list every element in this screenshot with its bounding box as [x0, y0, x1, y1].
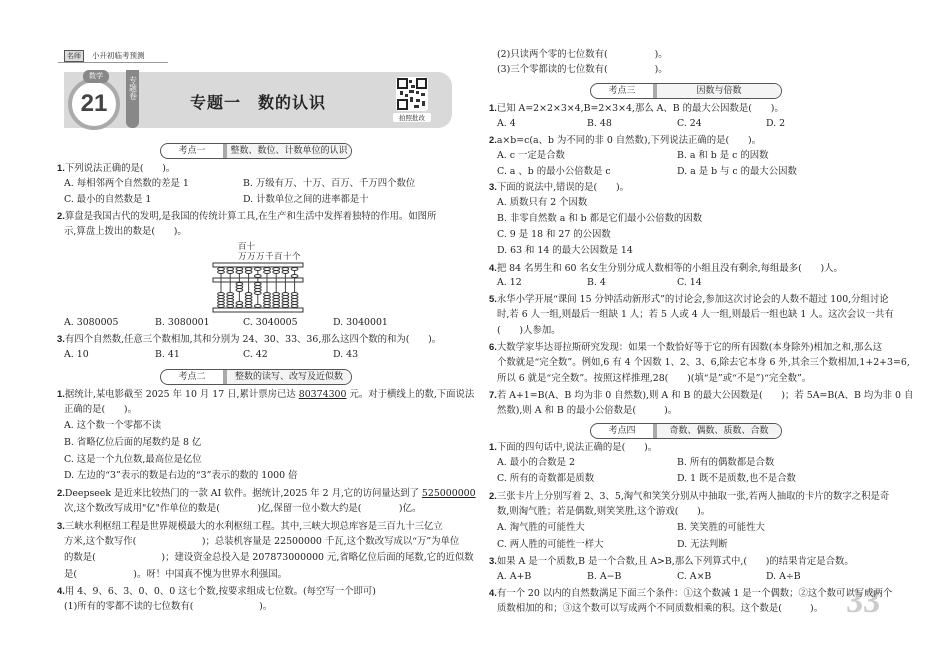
page-number: 33 — [846, 583, 880, 620]
abacus-bead — [264, 305, 271, 308]
abacus-bead — [245, 271, 252, 274]
abacus-bead — [273, 268, 280, 271]
question-text: 3.有四个自然数,任意三个数相加,其和分别为 24、30、33、36,那么这四个数的和为( )。 — [57, 333, 442, 345]
option-c[interactable]: C. 最小的自然数是 1 — [64, 194, 152, 205]
question-text: 2.a×b=c(a、b 为不同的非 0 自然数),下列说法正确的是( )。 — [489, 134, 761, 146]
question-text: 时,若 6 人一组,则最后一组缺 1 人；若 5 人或 4 人一组,则最后一组也缺 1 人。这次会议一共有 — [497, 309, 894, 320]
question-text: 方米,这个数写作( )；总装机容量是 22500000 千瓦,这个数改写成以“万”为单位 — [64, 536, 460, 547]
abacus-bead — [245, 296, 252, 299]
question-part: (2)只读两个零的七位数有( )。 — [497, 49, 668, 60]
option-c[interactable]: C. 3040005 — [243, 317, 298, 328]
question-part: (1)所有的零都不读的七位数有( )。 — [64, 601, 273, 612]
abacus-label-bottom: 万万万千百十个 — [238, 252, 302, 262]
abacus-bead — [218, 268, 225, 271]
option-a[interactable]: A. 12 — [497, 277, 522, 288]
option-b[interactable]: B. 非零自然数 a 和 b 都是它们最小公倍数的因数 — [497, 213, 703, 224]
qr-code-icon[interactable] — [396, 77, 428, 111]
abacus-bead — [227, 293, 234, 296]
abacus-bead — [291, 293, 298, 296]
option-d[interactable]: D. a 是 b 与 c 的最大公因数 — [677, 166, 797, 177]
abacus-bead — [282, 305, 289, 308]
option-b[interactable]: B. a 和 b 是 c 的因数 — [677, 150, 769, 161]
question-text: 然数),则 A 和 B 的最小公倍数是( )。 — [497, 405, 678, 416]
abacus-bead — [218, 299, 225, 302]
abacus-bead — [245, 268, 252, 271]
option-a[interactable]: A. A+B — [497, 571, 532, 582]
option-a[interactable]: A. 质数只有 2 个因数 — [497, 197, 588, 208]
option-c[interactable]: C. 14 — [677, 277, 702, 288]
abacus-bead — [273, 305, 280, 308]
brand-logo: 名师 — [64, 50, 84, 62]
question-text: 是( )。呀！中国真不愧为世界水利强国。 — [64, 569, 287, 580]
option-b[interactable]: B. 4 — [587, 277, 606, 288]
abacus-bead — [236, 305, 243, 308]
option-a[interactable]: A. 4 — [497, 118, 516, 129]
question-text: 7.若 A+1=B(A、B 均为非 0 自然数),则 A 和 B 的最大公因数是( )；若 5A=B(A、B 均为非 0 自 — [489, 389, 914, 401]
question-text: 3.下面的说法中,错误的是( )。 — [489, 181, 629, 193]
option-a[interactable]: A. 最小的合数是 2 — [497, 457, 575, 468]
abacus-bead — [236, 283, 243, 286]
abacus-bead — [227, 296, 234, 299]
abacus-bead — [291, 268, 298, 271]
option-c[interactable]: C. 两人胜的可能性一样大 — [497, 539, 604, 550]
question-text: 1.已知 A=2×2×3×4,B=2×3×4,那么 A、B 的最大公因数是( )。 — [489, 102, 784, 114]
abacus-bead — [254, 268, 261, 271]
option-c[interactable]: C. 24 — [677, 118, 702, 129]
option-b[interactable]: B. 笑笑胜的可能性大 — [677, 522, 765, 533]
abacus-bead — [264, 293, 271, 296]
question-text: 示,算盘上拨出的数是( )。 — [64, 226, 187, 237]
question-text: 正确的是( )。 — [64, 404, 137, 415]
abacus-bead — [218, 293, 225, 296]
abacus-bead — [282, 293, 289, 296]
abacus-bead — [218, 271, 225, 274]
option-d[interactable]: D. 2 — [766, 118, 786, 129]
option-d[interactable]: D. A÷B — [766, 571, 801, 582]
question-text: 质数相加的和；③这个数可以写成两个不同质数相乘的积。这个数是( )。 — [497, 603, 824, 614]
abacus-bead — [236, 289, 243, 292]
abacus-bead — [273, 302, 280, 305]
option-c[interactable]: C. 所有的奇数都是质数 — [497, 473, 595, 484]
abacus-bead — [282, 296, 289, 299]
option-d[interactable]: D. 1 既不是质数,也不是合数 — [677, 473, 796, 484]
series-name: 小升初临考预测 — [92, 51, 145, 60]
option-a[interactable]: A. c 一定是合数 — [497, 150, 565, 161]
option-d[interactable]: D. 3040001 — [333, 317, 388, 328]
abacus-bead — [227, 268, 234, 271]
option-c[interactable]: C. a 、b 的最小公倍数是 c — [497, 166, 611, 177]
abacus-bead — [254, 275, 261, 278]
option-b[interactable]: B. A−B — [587, 571, 622, 582]
section-2-header: 考点二 整数的读写、改写及近似数 — [160, 369, 352, 385]
option-d[interactable]: D. 63 和 14 的最大公因数是 14 — [497, 245, 633, 256]
option-a[interactable]: A. 每相邻两个自然数的差是 1 — [64, 178, 189, 189]
subject-badge: 数学 — [83, 70, 109, 83]
abacus-bead — [227, 305, 234, 308]
option-d[interactable]: D. 43 — [333, 349, 359, 360]
question-text: 所以 6 就是“完全数”。按照这样推理,28( )(填“是”或“不是”)“完全数”。 — [497, 373, 812, 384]
question-text: 4.把 84 名男生和 60 名女生分别分成人数相等的小组且没有剩余,每组最多( )人。 — [489, 262, 843, 274]
abacus-bead — [291, 305, 298, 308]
abacus-bead — [264, 302, 271, 305]
option-d[interactable]: D. 计数单位之间的进率都是十 — [243, 194, 369, 205]
abacus-bead — [264, 271, 271, 274]
abacus-bead — [282, 271, 289, 274]
abacus-bead — [236, 286, 243, 289]
abacus-bead — [227, 302, 234, 305]
abacus-bead — [218, 305, 225, 308]
abacus-bead — [236, 271, 243, 274]
question-text: 的数是( )；建设资金总投入是 207873000000 元,省略亿位后面的尾数,它的近似数 — [64, 552, 474, 563]
option-b[interactable]: B. 所有的偶数都是合数 — [677, 457, 775, 468]
section-1-header: 考点一 整数、数位、计数单位的认识 — [160, 143, 352, 159]
question-part: (3)三个零都读的七位数有( )。 — [497, 64, 668, 75]
option-d[interactable]: D. 无法判断 — [677, 539, 728, 550]
abacus-label-top: 百十 — [238, 242, 256, 252]
option-c[interactable]: C. 9 是 18 和 27 的公因数 — [497, 229, 611, 240]
option-a[interactable]: A. 这个数一个零都不读 — [64, 420, 162, 431]
option-a[interactable]: A. 10 — [64, 349, 89, 360]
header-divider — [58, 62, 168, 63]
abacus-bead — [291, 302, 298, 305]
abacus-bead — [264, 268, 271, 271]
abacus-bead — [264, 296, 271, 299]
abacus-bead — [254, 305, 261, 308]
option-d[interactable]: D. 左边的“3”表示的数是右边的“3”表示的数的 1000 倍 — [64, 470, 298, 481]
abacus-bead — [291, 275, 298, 278]
question-text: 数,则淘气胜；若是偶数,则笑笑胜,这个游戏( )。 — [497, 506, 711, 517]
abacus-bead — [254, 292, 261, 295]
option-b[interactable]: B. 41 — [155, 349, 180, 360]
abacus-bead — [245, 293, 252, 296]
abacus-bead — [254, 283, 261, 286]
abacus-bead — [254, 286, 261, 289]
abacus-bead — [245, 299, 252, 302]
question-text: 2.算盘是我国古代的发明,是我国的传统计算工具,在生产和生活中发挥着独特的作用。如图所 — [57, 210, 437, 222]
abacus-bead — [282, 268, 289, 271]
question-text: 1.据统计,某电影截至 2025 年 10 月 17 日,累计票房已达 80374300 元。对于横线上的数,下面说法 — [57, 388, 475, 400]
question-text: 个数就是“完全数”。例如,6 有 4 个因数 1、2、3、6,除去它本身 6 外,其余三个数相加,1+2+3=6, — [497, 357, 910, 368]
abacus-bead — [227, 271, 234, 274]
question-text: 6.大数学家毕达哥拉斯研究发现：如果一个数恰好等于它的所有因数(本身除外)相加之和,那么这 — [489, 341, 883, 353]
question-text: 3.三峡水利枢纽工程是世界规模最大的水利枢纽工程。其中,三峡大坝总库容是三百九十三亿立 — [57, 520, 443, 532]
question-text: 5.永华小学开展“课间 15 分钟活动新形式”的讨论会,参加这次讨论会的人数不超过 100,分组讨论 — [489, 293, 889, 305]
abacus-bead — [282, 302, 289, 305]
section-3-header: 考点三 因数与倍数 — [590, 83, 782, 99]
abacus-bead — [254, 289, 261, 292]
question-text: 3.如果 A 是一个质数,B 是一个合数,且 A>B,那么下列算式中,( )的结果肯定是合数。 — [489, 555, 854, 567]
abacus-bead — [227, 299, 234, 302]
abacus-bead — [273, 296, 280, 299]
question-text: 4.有一个 20 以内的自然数满足下面三个条件：①这个数减 1 是一个偶数；②这个数可以写成两个 — [489, 587, 893, 599]
option-c[interactable]: C. A×B — [677, 571, 712, 582]
abacus-figure — [212, 262, 304, 314]
option-a[interactable]: A. 淘气胜的可能性大 — [497, 522, 585, 533]
page-title: 专题一 数的认识 — [190, 93, 327, 112]
abacus-bead — [273, 293, 280, 296]
section-4-header: 考点四 奇数、偶数、质数、合数 — [590, 423, 782, 439]
abacus-bead — [264, 299, 271, 302]
option-b[interactable]: B. 48 — [587, 118, 612, 129]
abacus-bead — [218, 302, 225, 305]
abacus-bead — [245, 302, 252, 305]
option-b[interactable]: B. 万级有万、十万、百万、千万四个数位 — [243, 178, 416, 189]
paper-number: 21 — [68, 78, 120, 130]
option-b[interactable]: B. 省略亿位后面的尾数约是 8 亿 — [64, 437, 202, 448]
option-c[interactable]: C. 这是一个九位数,最高位是亿位 — [64, 454, 202, 465]
abacus-bead — [218, 296, 225, 299]
paper-type-tab: 专题卷 — [126, 70, 139, 128]
abacus-bead — [236, 302, 243, 305]
abacus-bead — [291, 299, 298, 302]
abacus-bead — [245, 305, 252, 308]
question-text: 4.用 4、9、6、3、0、0、0 这七个数,按要求组成七位数。(每空写一个即可) — [57, 585, 376, 597]
abacus-bead — [291, 296, 298, 299]
option-b[interactable]: B. 3080001 — [155, 317, 210, 328]
abacus-bead — [282, 299, 289, 302]
abacus-bead — [273, 299, 280, 302]
question-text: ( )人参加。 — [497, 325, 561, 336]
question-text: 次,这个数改写成用"亿"作单位的数是( )亿,保留一位小数大约是( )亿。 — [64, 503, 422, 514]
option-a[interactable]: A. 3080005 — [64, 317, 119, 328]
question-text: 2.三张卡片上分别写着 2、3、5,淘气和笑笑分别从中抽取一张,若两人抽取的卡片的数字之积是奇 — [489, 490, 890, 502]
abacus-bead — [273, 271, 280, 274]
qr-caption: 拍照批改 — [393, 113, 431, 122]
question-text: 2.Deepseek 是近来比较热门的一款 AI 软件。据统计,2025 年 2 月,它的访问量达到了 525000000 — [57, 487, 476, 499]
option-c[interactable]: C. 42 — [243, 349, 268, 360]
question-text: 1.下列说法正确的是( )。 — [57, 162, 176, 174]
abacus-bead — [236, 268, 243, 271]
question-text: 1.下面的四句话中,说法正确的是( )。 — [489, 441, 658, 453]
